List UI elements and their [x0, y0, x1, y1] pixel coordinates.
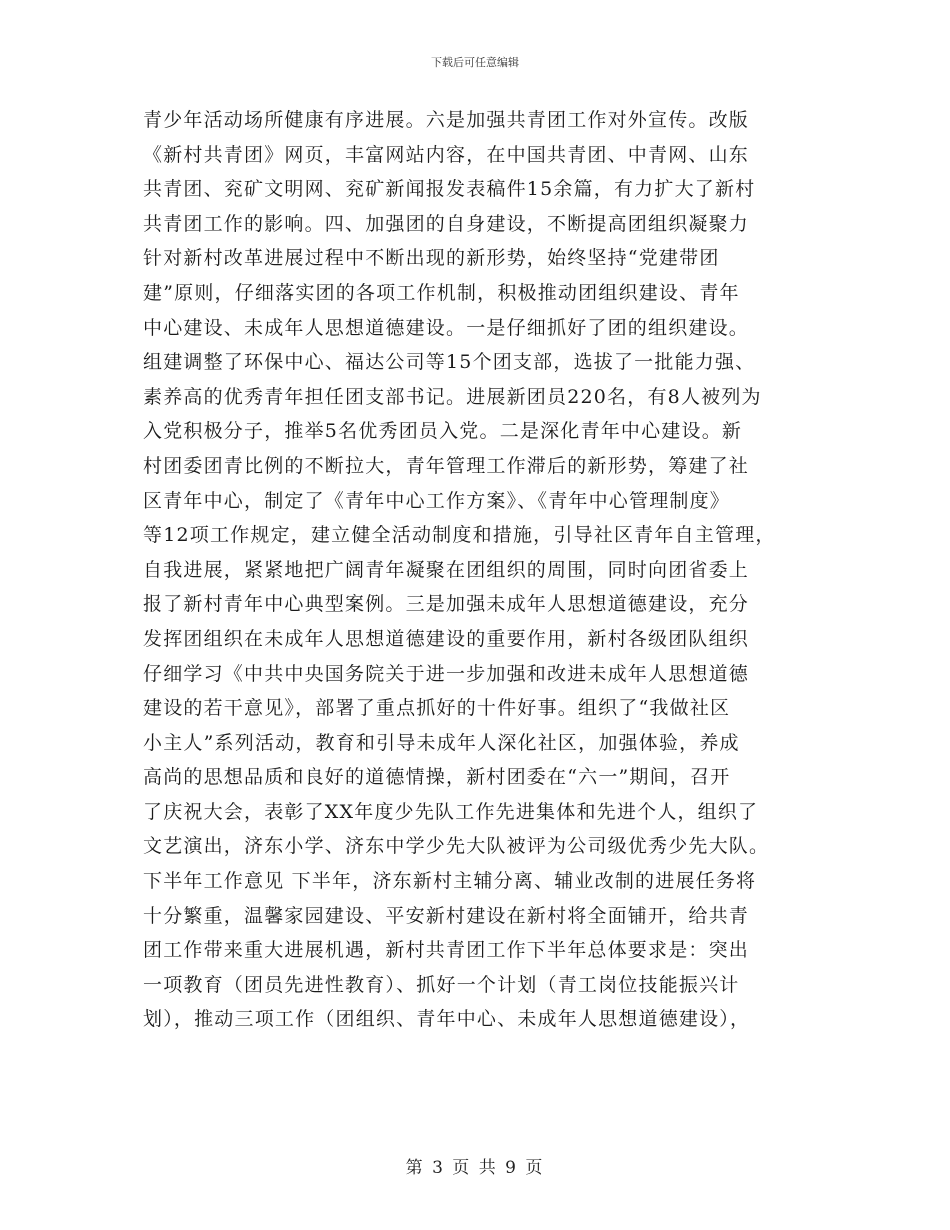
document-body: [143, 103, 815, 1037]
body-line: 共青团工作的影响。四、加强团的自身建设，不断提高团组织凝聚力: [143, 212, 750, 235]
body-line: 青少年活动场所健康有序进展。六是加强共青团工作对外宣传。改版: [143, 109, 750, 131]
body-line: 建”原则，仔细落实团的各项工作机制，积极推动团组织建设、青年: [143, 281, 740, 304]
body-line: 素养高的优秀青年担任团支部书记。进展新团员220名，有8人被列为: [143, 385, 762, 408]
body-line: 一项教育（团员先进性教育）、抓好一个计划（青工岗位技能振兴计: [143, 973, 740, 996]
body-line: 等12项工作规定，建立健全活动制度和措施，引导社区青年自主管理，: [143, 524, 776, 547]
body-line: 《新村共青团》网页，丰富网站内容，在中国共青团、中青网、山东: [143, 143, 750, 166]
body-line: 小主人”系列活动，教育和引导未成年人深化社区，加强体验，养成: [143, 731, 740, 754]
body-line: 组建调整了环保中心、福达公司等15个团支部，选拔了一批能力强、: [143, 351, 756, 374]
body-line: 报了新村青年中心典型案例。三是加强未成年人思想道德建设，充分: [143, 593, 750, 616]
body-line: 十分繁重，温馨家园建设、平安新村建设在新村将全面铺开，给共青: [143, 904, 750, 927]
body-line: 划），推动三项工作（团组织、青年中心、未成年人思想道德建设），: [143, 1008, 751, 1031]
body-line: 下半年工作意见 下半年，济东新村主辅分离、辅业改制的进展任务将: [143, 870, 757, 893]
body-line: 仔细学习《中共中央国务院关于进一步加强和改进未成年人思想道德: [143, 662, 750, 685]
body-line: 针对新村改革进展过程中不断出现的新形势，始终坚持“党建带团: [143, 247, 720, 270]
body-line: 自我进展，紧紧地把广阔青年凝聚在团组织的周围，同时向团省委上: [143, 558, 750, 581]
body-line: 了庆祝大会，表彰了XX年度少先队工作先进集体和先进个人，组织了: [143, 800, 759, 823]
body-line: 团工作带来重大进展机遇，新村共青团工作下半年总体要求是：突出: [143, 939, 750, 962]
body-line: 村团委团青比例的不断拉大，青年管理工作滞后的新形势，筹建了社: [143, 454, 750, 477]
body-line: 文艺演出，济东小学、济东中学少先大队被评为公司级优秀少先大队。: [143, 835, 770, 858]
body-line: 中心建设、未成年人思想道德建设。一是仔细抓好了团的组织建设。: [143, 316, 750, 339]
body-line: 共青团、兖矿文明网、兖矿新闻报发表稿件15余篇，有力扩大了新村: [143, 178, 756, 201]
page-number: 第 3 页 共 9 页: [405, 1158, 545, 1178]
body-line: 发挥团组织在未成年人思想道德建设的重要作用，新村各级团队组织: [143, 627, 750, 650]
page-header: 下载后可任意编辑: [431, 56, 519, 69]
body-line: 入党积极分子，推举5名优秀团员入党。二是深化青年中心建设。新: [143, 420, 743, 443]
body-line: 高尚的思想品质和良好的道德情操，新村团委在“六一”期间，召开: [143, 766, 731, 789]
body-line: 区青年中心，制定了《青年中心工作方案》、《青年中心管理制度》: [143, 489, 731, 512]
body-line: 建设的若干意见》，部署了重点抓好的十件好事。组织了“我做社区: [143, 697, 731, 720]
